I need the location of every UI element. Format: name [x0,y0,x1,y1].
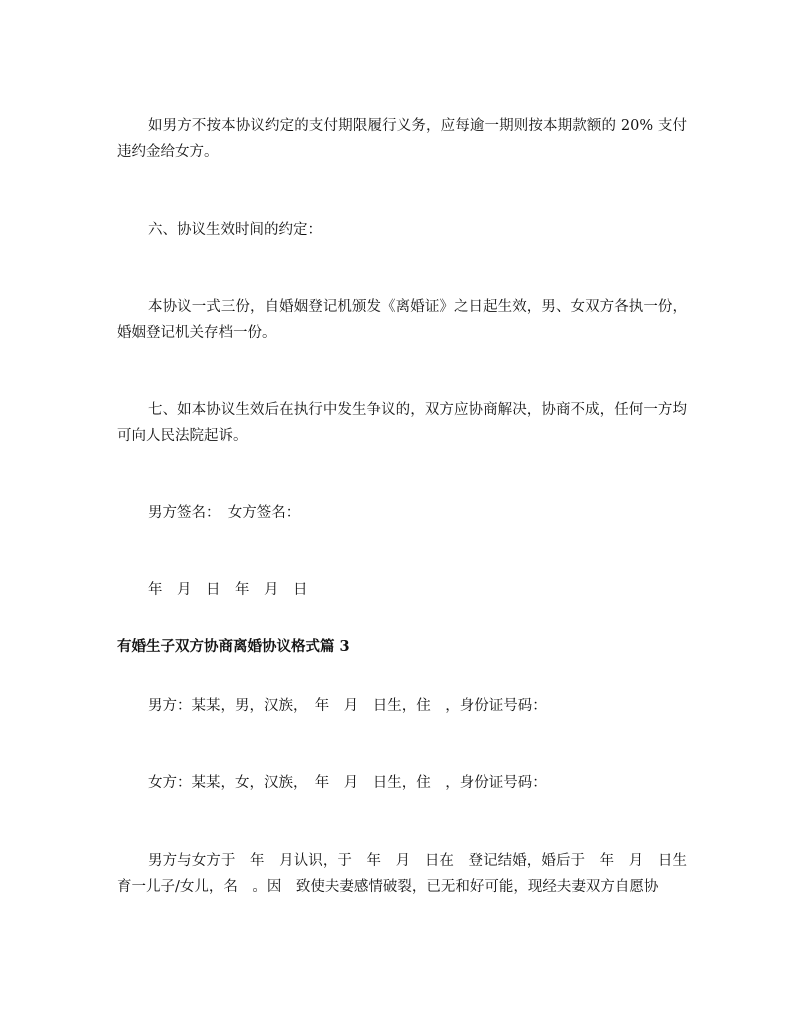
section-heading: 有婚生子双方协商离婚协议格式篇 3 [117,638,350,655]
paragraph-male-party: 男方：某某，男，汉族， 年 月 日生，住 ，身份证号码： [148,698,547,714]
paragraph-marriage-history: 男方与女方于 年 月认识，于 年 月 日在 登记结婚，婚后于 年 月 日生育一儿子/女儿，名 。因 致使夫妻感情破裂，已无和好可能，现经夫妻双方自愿协 [117,853,687,895]
paragraph-effective-clause: 本协议一式三份，自婚姻登记机颁发《离婚证》之日起生效，男、女双方各执一份，婚姻登记机关存档一份。 [117,299,687,341]
paragraph-signatures: 男方签名： 女方签名： [148,505,301,521]
paragraph-section-six-title: 六、协议生效时间的约定： [148,222,322,238]
paragraph-signature-dates: 年 月 日 年 月 日 [148,582,308,598]
paragraph-dispute-clause: 七、如本协议生效后在执行中发生争议的，双方应协商解决，协商不成，任何一方均可向人民法院起诉。 [117,402,687,444]
paragraph-female-party: 女方：某某，女，汉族， 年 月 日生，住 ，身份证号码： [148,775,547,791]
paragraph-penalty-clause: 如男方不按本协议约定的支付期限履行义务，应每逾一期则按本期款额的 20% 支付违约金给女方。 [117,118,687,160]
